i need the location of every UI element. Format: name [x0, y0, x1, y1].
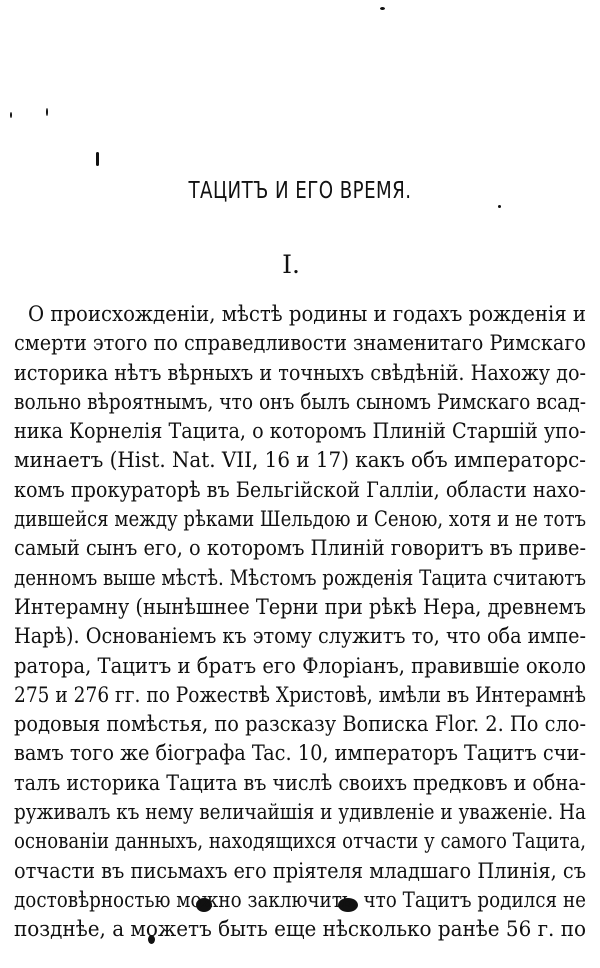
scan-speck [96, 152, 99, 166]
text-line [14, 652, 586, 681]
text-line-content: комъ прокураторѣ въ Бельгійской Галліи, области нахо- [14, 477, 586, 503]
text-line-content: О происхожденіи, мѣстѣ родины и годахъ рожденія и [28, 302, 586, 327]
scan-speck [10, 112, 12, 118]
body-text [14, 300, 586, 945]
text-line-content: самый сынъ его, о которомъ Плиній говоритъ въ приве- [14, 536, 586, 562]
text-line-content: Нарѣ). Основаніемъ къ этому служитъ то, что оба импе- [14, 624, 586, 650]
text-line-content: позднѣе, а можетъ быть еще нѣсколько ранѣе 56 г. по [14, 917, 586, 943]
text-line [14, 388, 586, 417]
text-line [14, 739, 586, 768]
text-line [14, 886, 586, 915]
text-line-content: Интерамну (нынѣшнее Терни при рѣкѣ Нера, древнемъ [14, 594, 586, 620]
text-line-content: 275 и 276 гг. по Рожествѣ Христовѣ, имѣли въ Интерамнѣ [14, 682, 586, 708]
scan-speck [46, 108, 48, 116]
text-line [14, 622, 586, 651]
chapter-title: ТАЦИТЪ И ЕГО ВРЕМЯ. [188, 178, 412, 204]
text-line [14, 769, 586, 798]
text-line [14, 798, 586, 827]
text-line-content: основаніи данныхъ, находящихся отчасти у самого Тацита, [14, 829, 586, 855]
text-line [14, 857, 586, 886]
scan-speck [380, 7, 385, 10]
text-line [14, 329, 586, 358]
text-line-content: талъ историка Тацита въ числѣ своихъ предковъ и обна- [14, 770, 586, 796]
text-line-content: смерти этого по справедливости знаменитаго Римскаго [14, 331, 586, 357]
text-line [14, 446, 586, 475]
text-line [14, 300, 586, 329]
text-line [14, 593, 586, 622]
section-number: I. [282, 250, 300, 279]
text-line-content: отчасти въ письмахъ его пріятеля младшаго Плинія, съ [14, 858, 586, 884]
text-line-content: дившейся между рѣками Шельдою и Сеною, хотя и не тотъ [14, 507, 586, 533]
text-line-content: историка нѣтъ вѣрныхъ и точныхъ свѣдѣній. Нахожу до- [14, 360, 586, 386]
text-line [14, 505, 586, 534]
text-line-content: вамъ того же біографа Tac. 10, императоръ Тацитъ счи- [14, 741, 586, 767]
text-line [14, 915, 586, 944]
text-line-content: ника Корнелія Тацита, о которомъ Плиній Старшій упо- [14, 419, 586, 445]
text-line [14, 359, 586, 388]
text-line [14, 827, 586, 856]
text-line-content: минаетъ (Hist. Nat. VII, 16 и 17) какъ объ императорс- [14, 448, 586, 474]
scan-speck [498, 205, 501, 208]
text-line-content: ратора, Тацитъ и братъ его Флоріанъ, правившіе около [14, 653, 586, 679]
text-line [14, 417, 586, 446]
text-line-content: руживалъ къ нему величайшія и удивленіе и уваженіе. На [14, 800, 586, 826]
text-line [14, 681, 586, 710]
text-line [14, 564, 586, 593]
text-line [14, 534, 586, 563]
text-line [14, 710, 586, 739]
text-line-content: родовыя помѣстья, по разсказу Вописка Flor. 2. По сло- [14, 712, 586, 738]
text-line [14, 476, 586, 505]
text-line-content: достовѣрностью можно заключить, что Тацитъ родился не [14, 887, 586, 913]
text-line-content: денномъ выше мѣстѣ. Мѣстомъ рожденія Тацита считаютъ [14, 565, 586, 591]
text-line-content: вольно вѣроятнымъ, что онъ былъ сыномъ Римскаго всад- [14, 389, 586, 415]
